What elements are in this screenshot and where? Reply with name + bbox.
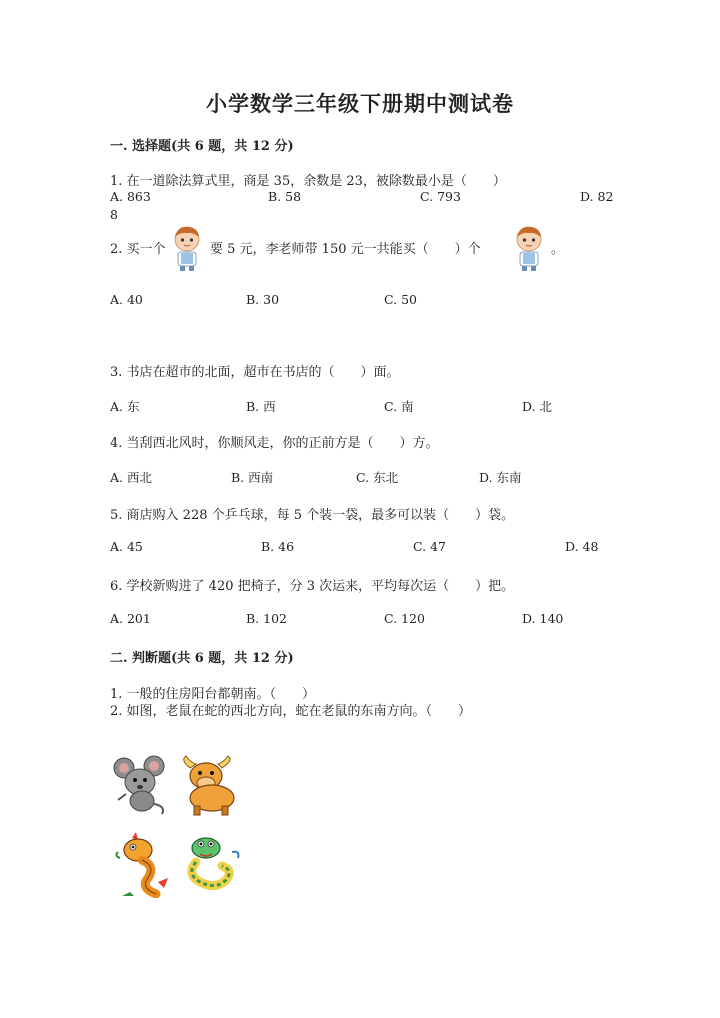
q5-option-b[interactable]: B. 46 [261, 539, 295, 554]
q6-option-b[interactable]: B. 102 [246, 611, 287, 626]
boy-figure-icon [170, 226, 204, 272]
section-heading-choice: 一. 选择题(共 6 题，共 12 分) [110, 139, 294, 154]
judge-question-2: 2. 如图，老鼠在蛇的西北方向，蛇在老鼠的东南方向。（ ） [110, 704, 472, 719]
judge-question-1: 1. 一般的住房阳台都朝南。（ ） [110, 687, 316, 702]
q4-option-d[interactable]: D. 东南 [479, 470, 522, 485]
question-2-part-c: 。 [551, 242, 565, 257]
question-2-part-a: 2. 买一个 [110, 242, 166, 257]
q4-option-c[interactable]: C. 东北 [356, 470, 399, 485]
question-6: 6. 学校新购进了 420 把椅子，分 3 次运来，平均每次运（ ）把。 [110, 579, 515, 594]
q2-option-c[interactable]: C. 50 [384, 292, 417, 307]
q4-option-a[interactable]: A. 西北 [110, 470, 152, 485]
q5-option-d[interactable]: D. 48 [565, 539, 599, 554]
q5-option-c[interactable]: C. 47 [413, 539, 446, 554]
q2-option-b[interactable]: B. 30 [246, 292, 280, 307]
q1-option-b[interactable]: B. 58 [268, 189, 302, 204]
q3-option-b[interactable]: B. 西 [246, 399, 276, 414]
q4-option-b[interactable]: B. 西南 [231, 470, 274, 485]
q5-option-a[interactable]: A. 45 [110, 539, 143, 554]
question-1: 1. 在一道除法算式里，商是 35，余数是 23，被除数最小是（ ） [110, 174, 506, 189]
ox-icon [176, 754, 238, 816]
question-2-part-b: 要 5 元，李老师带 150 元一共能买（ ）个 [210, 242, 481, 257]
boy-figure-icon [512, 226, 546, 272]
q1-option-c[interactable]: C. 793 [420, 189, 461, 204]
q1-option-d-wrap: 8 [110, 207, 118, 222]
question-3: 3. 书店在超市的北面，超市在书店的（ ）面。 [110, 365, 400, 380]
q3-option-c[interactable]: C. 南 [384, 399, 414, 414]
q1-option-d[interactable]: D. 82 [580, 189, 614, 204]
q3-option-d[interactable]: D. 北 [522, 399, 553, 414]
q1-option-a[interactable]: A. 863 [110, 189, 151, 204]
q2-option-a[interactable]: A. 40 [110, 292, 143, 307]
q3-option-a[interactable]: A. 东 [110, 399, 140, 414]
section-heading-judge: 二. 判断题(共 6 题，共 12 分) [110, 651, 294, 666]
q6-option-a[interactable]: A. 201 [110, 611, 151, 626]
question-4: 4. 当刮西北风时，你顺风走，你的正前方是（ ）方。 [110, 436, 439, 451]
snake-icon [182, 834, 244, 892]
dragon-icon [112, 832, 174, 898]
page-title: 小学数学三年级下册期中测试卷 [206, 91, 514, 116]
q6-option-d[interactable]: D. 140 [522, 611, 564, 626]
mouse-icon [112, 754, 172, 816]
question-5: 5. 商店购入 228 个乒乓球，每 5 个装一袋，最多可以装（ ）袋。 [110, 508, 515, 523]
q6-option-c[interactable]: C. 120 [384, 611, 425, 626]
